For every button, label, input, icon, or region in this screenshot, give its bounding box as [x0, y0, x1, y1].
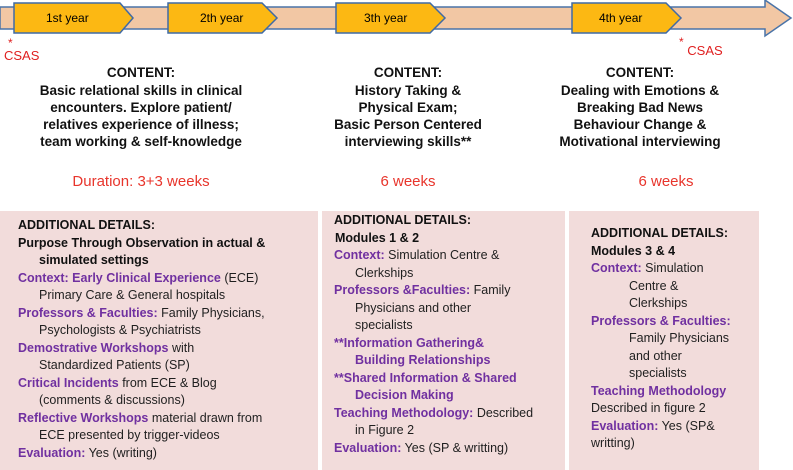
- csas-end-label: CSAS: [687, 43, 723, 58]
- detail-cont: (comments & discussions): [39, 393, 185, 407]
- year-2-label: 2th year: [200, 11, 244, 25]
- content-heading: CONTENT:: [605, 65, 675, 80]
- detail-label: Teaching Methodology:: [334, 405, 474, 420]
- details-heading: ADDITIONAL DETAILS:: [591, 226, 729, 240]
- detail-text: Family Physicians,: [157, 305, 265, 320]
- purpose-line: simulated settings: [39, 253, 149, 267]
- duration-2: 6 weeks: [380, 173, 436, 190]
- detail-text: Described: [473, 405, 534, 420]
- detail-label: Evaluation:: [334, 440, 402, 455]
- detail-cont: in Figure 2: [355, 423, 415, 437]
- detail-text: Yes (writing): [85, 445, 157, 460]
- detail-text: Simulation: [641, 261, 704, 275]
- detail-item: [334, 282, 565, 300]
- details-panel-3: [569, 211, 759, 470]
- year-1-label: 1st year: [46, 11, 89, 25]
- content-heading: CONTENT:: [106, 65, 176, 80]
- content-line: interviewing skills**: [344, 134, 472, 149]
- detail-label: Context: Early Clinical Experience: [18, 270, 221, 285]
- csas-end-marker: [679, 34, 723, 58]
- detail-text: with: [168, 340, 195, 355]
- detail-item: [591, 260, 759, 278]
- asterisk-icon: *: [679, 35, 684, 49]
- detail-label-cont: Decision Making: [355, 388, 454, 402]
- detail-cont: Standardized Patients (SP): [39, 358, 190, 372]
- detail-cont: Clerkships: [355, 265, 414, 280]
- detail-label: Professors & Faculties:: [591, 313, 731, 328]
- detail-cont: and other: [629, 348, 682, 363]
- detail-text: Simulation Centre &: [384, 248, 500, 262]
- details-panel-1: [0, 211, 318, 470]
- content-line: Behaviour Change &: [573, 117, 707, 132]
- detail-cont: Primary Care & General hospitals: [39, 288, 226, 302]
- content-block-3: [538, 64, 742, 150]
- content-heading: CONTENT:: [373, 65, 443, 80]
- content-line: Breaking Bad News: [576, 100, 704, 115]
- modules-label: Modules 3 & 4: [591, 243, 676, 258]
- detail-item: [18, 270, 318, 288]
- content-line: Basic relational skills in clinical: [39, 83, 243, 98]
- csas-start-marker: [4, 38, 39, 63]
- detail-text: (ECE): [220, 270, 259, 285]
- detail-item: [18, 305, 318, 323]
- content-line: team working & self-knowledge: [40, 134, 242, 149]
- content-line: Basic Person Centered: [334, 117, 482, 132]
- detail-label: Evaluation:: [18, 445, 86, 460]
- detail-item: [18, 340, 318, 358]
- detail-label: Reflective Workshops: [18, 410, 149, 425]
- detail-cont: Psychologists & Psychiatrists: [39, 323, 201, 337]
- duration-3: 6 weeks: [638, 173, 694, 190]
- detail-item: [591, 418, 759, 436]
- detail-text: Yes (SP & writting): [401, 440, 509, 455]
- detail-label: Critical Incidents: [18, 375, 119, 390]
- content-line: encounters. Explore patient/: [50, 100, 232, 115]
- detail-label: **Information Gathering&: [334, 335, 485, 350]
- detail-label: **Shared Information & Shared: [334, 370, 517, 385]
- modules-label: Modules 1 & 2: [335, 230, 420, 245]
- details-heading: ADDITIONAL DETAILS:: [18, 218, 156, 232]
- content-line: Physical Exam;: [358, 100, 458, 115]
- detail-item: [18, 445, 318, 463]
- duration-1: Duration: 3+3 weeks: [72, 173, 210, 190]
- detail-cont: Family Physicians: [629, 331, 730, 345]
- asterisk-icon: *: [8, 36, 13, 50]
- csas-start-label: CSAS: [4, 48, 40, 63]
- purpose-line: Purpose Through Observation in actual &: [18, 235, 266, 250]
- content-line: Motivational interviewing: [559, 134, 721, 149]
- detail-item: [18, 410, 318, 428]
- detail-text: Family: [470, 283, 511, 297]
- detail-label: Teaching Methodology: [591, 383, 727, 398]
- content-line: Dealing with Emotions &: [560, 83, 720, 98]
- detail-cont: Clerkships: [629, 296, 688, 310]
- detail-label-cont: Building Relationships: [355, 353, 491, 367]
- detail-label: Evaluation:: [591, 418, 659, 433]
- detail-item: [334, 405, 565, 423]
- detail-label: Demostrative Workshops: [18, 340, 169, 355]
- detail-cont: Physicians and other: [355, 300, 472, 315]
- detail-cont: specialists: [355, 318, 413, 332]
- detail-cont: Centre &: [629, 278, 679, 293]
- content-block-2: [316, 64, 500, 150]
- detail-item: [18, 375, 318, 393]
- detail-text: from ECE & Blog: [118, 375, 217, 390]
- content-line: History Taking &: [354, 83, 462, 98]
- detail-text: material drawn from: [148, 410, 263, 425]
- detail-item: [334, 247, 565, 265]
- detail-label: Context:: [334, 248, 385, 262]
- detail-cont: Described in figure 2: [591, 401, 706, 415]
- detail-cont: ECE presented by trigger-videos: [39, 428, 220, 442]
- year-3-label: 3th year: [364, 11, 408, 25]
- details-panel-2: [322, 211, 565, 470]
- detail-item: [334, 440, 565, 458]
- details-heading: ADDITIONAL DETAILS:: [334, 213, 472, 227]
- content-block-1: [10, 64, 272, 150]
- detail-label: Professors & Faculties:: [18, 305, 158, 320]
- detail-text: Yes (SP&: [658, 418, 715, 433]
- detail-cont: specialists: [629, 366, 687, 380]
- content-line: relatives experience of illness;: [43, 117, 239, 132]
- detail-label: Professors &Faculties:: [334, 283, 471, 297]
- year-4-label: 4th year: [599, 11, 643, 25]
- detail-label: Context:: [591, 261, 642, 275]
- detail-cont: writting): [591, 436, 635, 450]
